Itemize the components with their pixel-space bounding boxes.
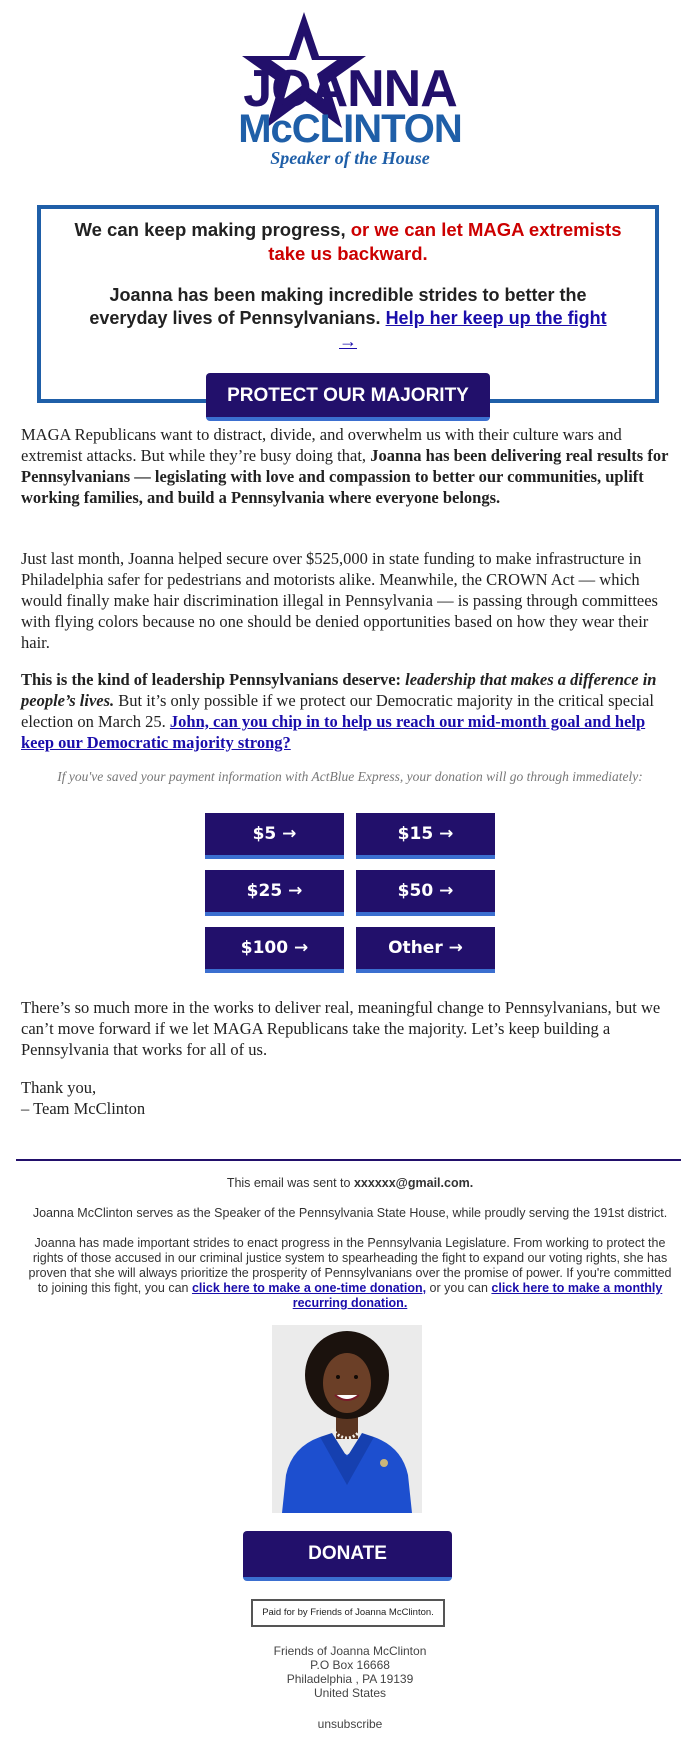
one-time-donation-link[interactable]: click here to make a one-time donation, [191,1281,427,1295]
logo-last-name: McCLINTON [238,107,462,151]
paid-for-disclaimer: Paid for by Friends of Joanna McClinton. [251,1599,445,1627]
sent-to-line: This email was sent to xxxxxx@gmail.com. [226,1176,474,1190]
paragraph-maga: MAGA Republicans want to distract, divide, and overwhelm us with their culture wars and extremist attacks. But while they’re busy doing that, Joanna has been delivering real results for Pennsylvanians — legislating with love and compassion to better our communities, uplift working families, and build a Pennsylvania where everyone belongs. [21,425,669,507]
donate-other-button[interactable]: Other → [356,927,495,973]
callout-box [37,205,659,406]
paragraph-more-work: There’s so much more in the works to deliver real, meaningful change to Pennsylvanians, but we can’t move forward if we let MAGA Republicans take the majority. Let’s keep building a Pennsylvania that works for all of us. [21,998,661,1059]
candidate-photo [272,1325,422,1513]
donate-button[interactable]: DONATE [243,1531,452,1581]
unsubscribe-link[interactable]: unsubscribe [317,1717,383,1731]
chip-in-link[interactable]: John, can you chip in to help us reach our mid-month goal and help keep our Democratic majority strong? [21,712,646,752]
campaign-logo [0,10,700,170]
donate-5-button[interactable]: $5 → [205,813,344,859]
donate-15-button[interactable]: $15 → [356,813,495,859]
callout-headline: We can keep making progress, or we can let MAGA extremists take us backward. [74,219,622,264]
monthly-donation-link[interactable]: click here to make a monthly recurring donation. [292,1281,663,1310]
paragraph-leadership: This is the kind of leadership Pennsylvanians deserve: leadership that makes a difference in people’s lives. But it’s only possible if we protect our Democratic majority in the critical special election on March 25. John, can you chip in to help us reach our mid-month goal and help keep our Democratic majority strong? [21,670,657,752]
speaker-statement: Joanna McClinton serves as the Speaker of the Pennsylvania State House, while proudly serving the 191st district. [32,1206,668,1220]
protect-majority-button[interactable]: PROTECT OUR MAJORITY [206,373,490,421]
logo-tagline: Speaker of the House [270,148,430,168]
callout-subtext: Joanna has been making incredible strides to better the everyday lives of Pennsylvanians. Help her keep up the fight → [89,285,607,351]
donate-100-button[interactable]: $100 → [205,927,344,973]
donate-50-button[interactable]: $50 → [356,870,495,916]
strides-statement: Joanna has made important strides to enact progress in the Pennsylvania Legislature. From working to protect the rights of those accused in our criminal justice system to spearheading the fight to expand our voting rights, she has proven that she will always prioritize the prosperity of Pennsylvanians over the promise of power. If you're committed to joining this fight, you can click here to make a one-time donation, or you can click here to make a monthly recurring donation. [28,1236,672,1310]
recipient-email: xxxxxx@gmail.com. [353,1176,474,1190]
paragraph-funding: Just last month, Joanna helped secure over $525,000 in state funding to make infrastructure in Philadelphia safer for pedestrians and motorists alike. Meanwhile, the CROWN Act — which would finally make hair discrimination illegal in Pennsylvania — is passing through committees with flying colors because no one should be denied opportunities based on how they wear their hair. [21,549,658,652]
actblue-note: If you've saved your payment information with ActBlue Express, your donation will go through immediately: [57,769,643,784]
callout-headline-red: or we can let MAGA extremists take us backward. [268,219,622,264]
signoff: Thank you, – Team McClinton [21,1078,146,1118]
donate-25-button[interactable]: $25 → [205,870,344,916]
footer-divider [16,1159,681,1161]
logo-first-name: JOANNA [243,60,457,118]
mailing-address: Friends of Joanna McClinton P.O Box 16668 Philadelphia , PA 19139 United States [273,1644,427,1700]
help-fight-link[interactable]: Help her keep up the fight → [339,308,607,351]
